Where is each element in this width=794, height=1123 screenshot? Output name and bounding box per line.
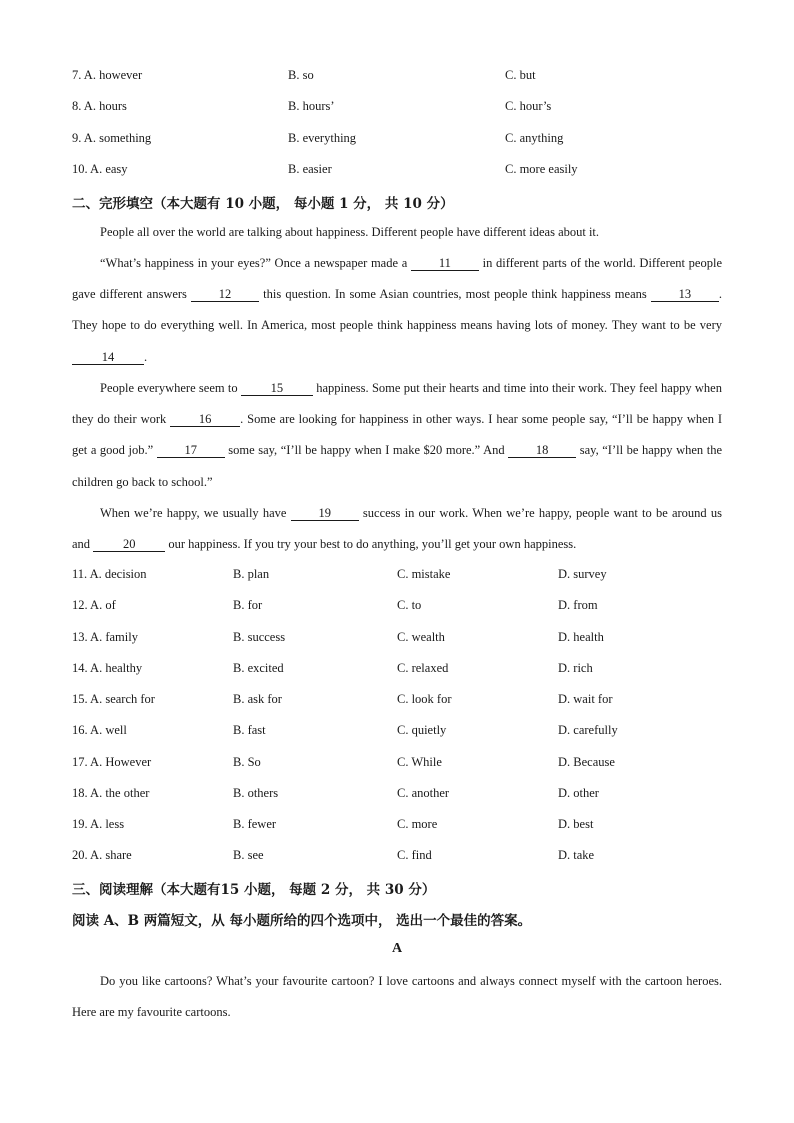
option-c: C. another <box>397 786 450 800</box>
blank-15: 15 <box>241 381 313 396</box>
option-a: 7. A. however <box>72 68 143 82</box>
blank-17: 17 <box>157 443 225 458</box>
option-d: D. health <box>558 630 604 644</box>
paragraph-text: “What’s happiness in your eyes?” Once a newspaper made a <box>100 256 411 270</box>
question-9-options <box>72 131 722 149</box>
section-3-heading: 三、阅读理解（本大题有15 小题， 每题 2 分， 共 30 分） <box>72 882 436 898</box>
option-row <box>72 723 722 741</box>
option-d: D. best <box>558 817 594 831</box>
cloze-paragraph-4 <box>72 498 722 560</box>
paragraph-text: say, “I’ll be happy when the children go back to school.” <box>72 443 723 489</box>
blank-20: 20 <box>93 537 165 552</box>
option-c: C. mistake <box>397 567 451 581</box>
option-b: B. plan <box>233 567 270 581</box>
cloze-paragraph-3 <box>72 373 722 498</box>
option-b: B. excited <box>233 661 284 675</box>
option-a: 11. A. decision <box>72 567 147 581</box>
paragraph-text: in different parts of the world. Different people gave different answers <box>72 256 723 302</box>
option-b: B. fewer <box>233 817 277 831</box>
option-row <box>72 692 722 710</box>
option-d: D. survey <box>558 567 607 581</box>
option-c: C. wealth <box>397 630 445 644</box>
option-b: B. so <box>288 68 314 82</box>
option-b: B. easier <box>288 162 332 176</box>
paragraph-text: . Some are looking for happiness in other ways. I hear some people say, “I’ll be happy when I get a good job.” <box>72 412 723 458</box>
option-b: B. for <box>233 598 263 612</box>
option-a: 20. A. share <box>72 848 132 862</box>
option-a: 17. A. However <box>72 755 152 769</box>
option-d: D. take <box>558 848 595 862</box>
option-b: B. see <box>233 848 264 862</box>
option-d: D. from <box>558 598 598 612</box>
option-c: C. more easily <box>505 162 578 176</box>
blank-11: 11 <box>411 256 479 271</box>
blank-13: 13 <box>651 287 719 302</box>
paragraph-text: this question. In some Asian countries, most people think happiness means <box>259 287 651 302</box>
blank-19: 19 <box>291 506 359 521</box>
section-3-instruction: 阅读 A、B 两篇短文，从 每小题所给的四个选项中， 选出一个最佳的答案。 <box>72 913 532 929</box>
cloze-paragraph-1 <box>72 217 722 248</box>
option-c: C. anything <box>505 131 564 145</box>
paragraph-text: People all over the world are talking about happiness. Different people have different ideas about it. <box>100 225 600 239</box>
option-row <box>72 598 722 616</box>
option-row <box>72 661 722 679</box>
option-b: B. hours’ <box>288 99 335 113</box>
paragraph-text: Do you like cartoons? What’s your favourite cartoon? I love cartoons and always connect myself with the cartoon heroes. Here are my favourite cartoons. <box>72 974 722 1020</box>
option-b: B. everything <box>288 131 357 145</box>
section-2-heading: 二、完形填空（本大题有 10 小题， 每小题 1 分， 共 10 分） <box>72 196 454 212</box>
paragraph-text: our happiness. If you try your best to do anything, you’ll get your own happiness. <box>165 537 577 552</box>
paragraph-text: When we’re happy, we usually have <box>100 506 291 520</box>
option-d: D. Because <box>558 755 615 769</box>
option-row <box>72 817 722 835</box>
option-a: 16. A. well <box>72 723 127 737</box>
option-c: C. find <box>397 848 432 862</box>
option-a: 9. A. something <box>72 131 152 145</box>
option-d: D. other <box>558 786 599 800</box>
paragraph-text: some say, “I’ll be happy when I make $20 more.” And <box>224 443 509 458</box>
option-b: B. fast <box>233 723 266 737</box>
option-row <box>72 755 722 773</box>
option-c: C. relaxed <box>397 661 449 675</box>
option-b: B. So <box>233 755 261 769</box>
option-a: 8. A. hours <box>72 99 127 113</box>
blank-12: 12 <box>191 287 259 302</box>
option-c: C. but <box>505 68 536 82</box>
option-c: C. more <box>397 817 438 831</box>
option-c: C. While <box>397 755 442 769</box>
option-a: 14. A. healthy <box>72 661 143 675</box>
option-c: C. look for <box>397 692 452 706</box>
option-d: D. carefully <box>558 723 618 737</box>
paragraph-text: . They hope to do everything well. In America, most people think happiness means having lots of money. They want to be very <box>72 287 722 333</box>
option-b: B. success <box>233 630 286 644</box>
question-7-options <box>72 68 722 86</box>
option-b: B. others <box>233 786 279 800</box>
option-row <box>72 848 722 866</box>
blank-18: 18 <box>508 443 576 458</box>
blank-16: 16 <box>170 412 240 427</box>
option-a: 12. A. of <box>72 598 116 612</box>
option-a: 18. A. the other <box>72 786 150 800</box>
question-10-options <box>72 162 722 180</box>
cloze-paragraph-2 <box>72 248 722 373</box>
option-a: 13. A. family <box>72 630 138 644</box>
option-a: 19. A. less <box>72 817 125 831</box>
question-8-options <box>72 99 722 117</box>
option-c: C. hour’s <box>505 99 552 113</box>
option-d: D. wait for <box>558 692 613 706</box>
option-row <box>72 630 722 648</box>
passage-a-title: A <box>391 941 403 956</box>
passage-a-paragraph <box>72 966 722 1028</box>
option-b: B. ask for <box>233 692 282 706</box>
option-row <box>72 567 722 585</box>
option-c: C. to <box>397 598 422 612</box>
paragraph-text: . <box>144 349 148 364</box>
paragraph-text: happiness. Some put their hearts and time into their work. They feel happy when they do their work <box>72 381 722 427</box>
paragraph-text: success in our work. When we’re happy, people want to be around us and <box>72 506 723 552</box>
option-c: C. quietly <box>397 723 447 737</box>
paragraph-text: People everywhere seem to <box>100 381 241 395</box>
option-a: 15. A. search for <box>72 692 155 706</box>
option-d: D. rich <box>558 661 593 675</box>
blank-14: 14 <box>72 350 144 365</box>
option-row <box>72 786 722 804</box>
option-a: 10. A. easy <box>72 162 128 176</box>
